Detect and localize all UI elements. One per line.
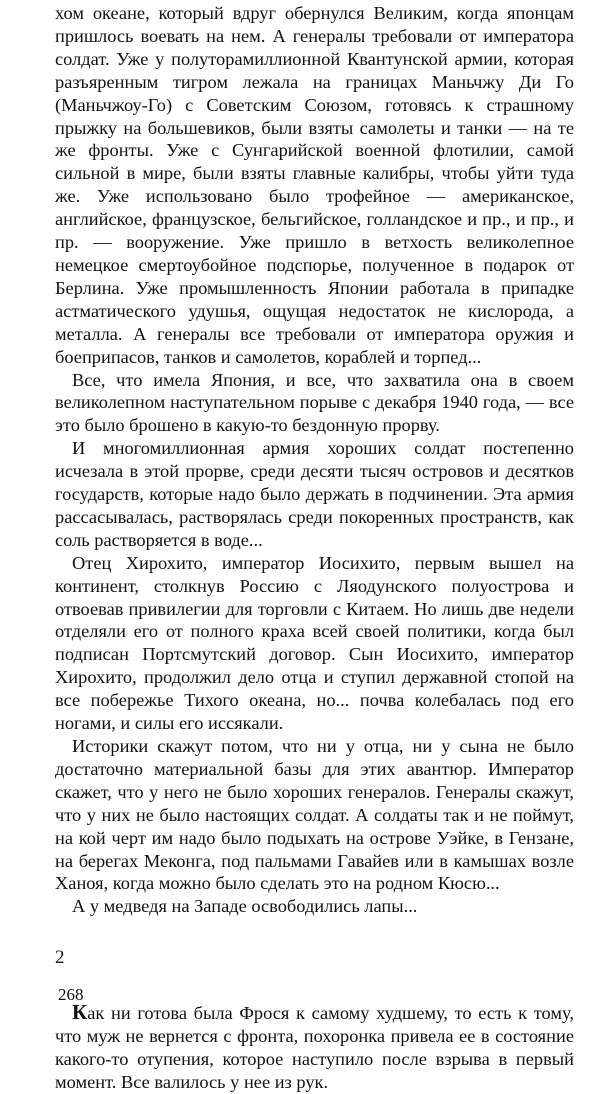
- page-number: 268: [58, 985, 84, 1004]
- paragraph-hirohito-father: Отец Хирохито, император Иосихито, первым вышел на континент, столкнув Россию с Ляодунского полуострова и отвоевав привилегии для торговли с Китаем. Но лишь две недели отделяли его от полного краха всей своей политики, когда был подписан Портсмутский договор. Сын Иосихито, император Хирохито, продолжил дело отца и ступил державной стопой на все побережье Тихого океана, но... почва колебалась под его ногами, и силы его иссякали.: [55, 552, 574, 734]
- paragraph-continued: хом океане, который вдруг обернулся Великим, когда японцам пришлось воевать на нем. А генералы требовали от императора солдат. Уже у полуторамиллионной Квантунской армии, которая разъяренным тигром лежала на границах Маньчжу Ди Го (Маньчжоу-Го) с Советским Союзом, готовясь к страшному прыжку на большевиков, были взяты самолеты и танки — на те же фронты. Уже с Сунгарийской военной флотилии, самой сильной в мире, были взяты главные калибры, чтобы уйти туда же. Уже использовано было трофейное — американское, английское, французское, бельгийское, голландское и пр., и пр., и пр. — вооружение. Уже пришло в ветхость великолепное немецкое смертоубойное подспорье, полученное в подарок от Берлина. Уже промышленность Японии работала в припадке астматического удушья, ощущая недостаток не кислорода, а металла. А генералы все требовали от императора оружия и боеприпасов, танков и самолетов, кораблей и торпед...: [55, 3, 574, 367]
- paragraph-japan-resources: Все, что имела Япония, и все, что захватила она в своем великолепном наступательном порыве с декабря 1940 года, — все это было брошено в какую-то бездонную прорву.: [55, 369, 574, 436]
- page-body: [55, 2, 574, 1094]
- paragraph-army-dissolved: И многомиллионная армия хороших солдат постепенно исчезала в этой прорве, среди десяти тысяч островов и десятков государств, которые надо было держать в подчинении. Эта армия рассасывалась, растворялась среди покоренных пространств, как соль растворяется в воде...: [55, 438, 574, 550]
- paragraph-bear-paws: А у медведя на Западе освободились лапы...: [72, 896, 418, 917]
- chapter-first-letter: К: [72, 1000, 88, 1025]
- chapter-first-paragraph: [55, 1001, 574, 1094]
- chapter-number: 2: [55, 947, 65, 969]
- chapter-first-paragraph-text: ак ни готова была Фрося к самому худшему, то есть к тому, что муж не вернется с фронта, похоронка привела ее в состояние какого-то отупения, которое наступило после взрыва в первый момент. Все валилось у нее из рук.: [55, 1003, 574, 1092]
- paragraph-historians: Историки скажут потом, что ни у отца, ни у сына не было достаточно материальной базы для этих авантюр. Император скажет, что у него не было хороших генералов. Генералы скажут, что у них не было настоящих солдат. А солдаты так и не поймут, на кой черт им надо было подыхать на острове Уэйке, в Гензане, на берегах Меконга, под пальмами Гавайев или в камышах возле Ханоя, когда можно было сделать это на родном Кюсю...: [55, 736, 574, 894]
